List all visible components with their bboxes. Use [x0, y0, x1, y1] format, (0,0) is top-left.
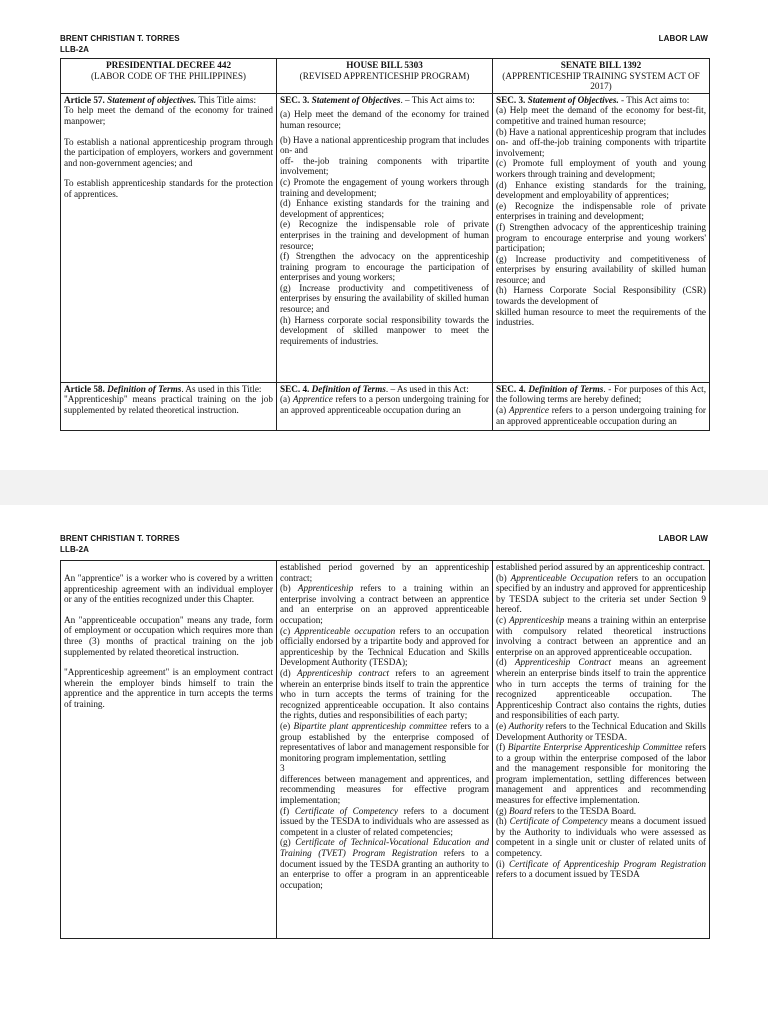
- hb5303-sec-4: SEC. 4. Definition of Terms. – As used in this Act: (a) Apprentice refers to a person undergoing training for an approved apprenticeable occupation during an: [277, 382, 493, 430]
- column-header-hb5303: HOUSE BILL 5303 (REVISED APPRENTICESHIP PROGRAM): [277, 59, 493, 94]
- course-name: LABOR LAW: [658, 534, 708, 543]
- sb1392-sec-3: SEC. 3. Statement of Objectives. - This Act aims to: (a) Help meet the demand of the economy for best-fit, competitive and trained human resource; (b) Have a national apprenticeship program that includes on- and off-the-job training components with tripartite involvement; (c) Promote full employment of youth and young workers through training and development; (d) Enhance existing standards for the training, development and employability of apprentices; (e) Recognize the indispensable role of private enterprises in training and development; (f) Strengthen advocacy of the apprenticeship training program to encourage enterprise and young workers' participation; (g) Increase productivity and competitiveness of enterprises by ensuring availability of skilled human resource; and (h) Harness Corporate Social Responsibility (CSR) towards the development of skilled human resource to meet the requirements of the industries.: [493, 93, 710, 382]
- comparison-table-page-1: [60, 58, 710, 431]
- hb5303-definitions: established period governed by an apprenticeship contract; (b) Apprenticeship refers to a training within an enterprise involving a contract between an apprentice and an enterprise on an approved apprenticeable occupation; (c) Apprenticeable occupation refers to an occupation officially endorsed by a tripartite body and approved for apprenticeship by the Technical Education and Skills Development Authority (TESDA); (d) Apprenticeship contract refers to an agreement wherein an enterprise binds itself to train the apprentice who in turn accepts the terms of training for the recognized apprenticeable occupation. It also contains the rights, duties and responsibilities of each party; (e) Bipartite plant apprenticeship committee refers to a group established by the enterprise composed of representatives of labor and management responsible for monitoring program implementation, settling 3 differences between management and apprentices, and recommending measures for effective program implementation; (f) Certificate of Competency refers to a document issued by the TESDA to individuals who are assessed as competent in a cluster of related competencies; (g) Certificate of Technical-Vocational Education and Training (TVET) Program Registration refers to a document issued by the TESDA granting an authority to an enterprise to offer a program in an apprenticeable occupation;: [277, 561, 493, 939]
- page-2: [0, 505, 768, 1024]
- pd442-article-57: Article 57. Statement of objectives. This Title aims: To help meet the demand of the economy for trained manpower; To establish a national apprenticeship program through the participation of employers, workers and government and non-government agencies; and To establish apprenticeship standards for the protection of apprentices.: [61, 93, 277, 382]
- sb1392-definitions: established period assured by an apprenticeship contract. (b) Apprenticeable Occupation refers to an occupation specified by an industry and approved for apprenticeship by TESDA subject to the criteria set under Section 9 hereof. (c) Apprenticeship means a training within an enterprise with compulsory related theoretical instructions involving a contract between an apprentice and an enterprise on an approved apprenticeable occupation. (d) Apprenticeship Contract means an agreement wherein an enterprise binds itself to train the apprentice who in turn accepts the terms of training for the recognized apprenticeable occupation. The Apprenticeship Contract also contains the rights, duties and responsibilities of each party. (e) Authority refers to the Technical Education and Skills Development Authority or TESDA. (f) Bipartite Enterprise Apprenticeship Committee refers to a group within the enterprise composed of the labor and the management responsible for monitoring the program implementation, settling differences between management and apprentices and recommending measures for effective implementation. (g) Board refers to the TESDA Board. (h) Certificate of Competency means a document issued by the Authority to individuals who were assessed as competent in a single unit or cluster of related units of competency. (i) Certificate of Apprenticeship Program Registration refers to a document issued by TESDA: [493, 561, 710, 939]
- table-row-objectives: [61, 93, 710, 382]
- author-name: BRENT CHRISTIAN T. TORRES: [60, 34, 180, 43]
- column-header-pd442: PRESIDENTIAL DECREE 442 (LABOR CODE OF THE PHILIPPINES): [61, 59, 277, 94]
- page-1: [0, 0, 768, 470]
- hb5303-sec-3: SEC. 3. Statement of Objectives. – This Act aims to: (a) Help meet the demand of the economy for trained human resource; (b) Have a national apprenticeship program that includes on- and off- the-job training components with tripartite involvement; (c) Promote the engagement of young workers through training and development; (d) Enhance existing standards for the training and development of apprentices; (e) Recognize the indispensable role of private enterprises in the training and development of human resource; (f) Strengthen the advocacy on the apprenticeship training program to encourage the participation of enterprises and young workers; (g) Increase productivity and competitiveness of enterprises by ensuring the availability of skilled human resource; and (h) Harness corporate social responsibility towards the development of skilled manpower to meet the requirements of industries.: [277, 93, 493, 382]
- class-section: LLB-2A: [60, 45, 90, 54]
- comparison-table-page-2: [60, 560, 710, 939]
- column-header-sb1392: SENATE BILL 1392 (APPRENTICESHIP TRAINING SYSTEM ACT OF 2017): [493, 59, 710, 94]
- pd442-definitions: An "apprentice" is a worker who is covered by a written apprenticeship agreement with an individual employer or any of the entities recognized under this Chapter. An "apprenticeable occupation" means any trade, form of employment or occupation which requires more than three (3) months of practical training on the job supplemented by related theoretical instruction. "Apprenticeship agreement" is an employment contract wherein the employer binds himself to train the apprentice and the apprentice in turn accepts the terms of training.: [61, 561, 277, 939]
- course-name: LABOR LAW: [658, 34, 708, 43]
- sb1392-sec-4: SEC. 4. Definition of Terms. - For purposes of this Act, the following terms are hereby defined; (a) Apprentice refers to a person undergoing training for an approved apprenticeable occupation during an: [493, 382, 710, 430]
- class-section: LLB-2A: [60, 545, 90, 554]
- table-row-definitions: [61, 382, 710, 430]
- table-header-row: [61, 59, 710, 94]
- pd442-article-58: Article 58. Definition of Terms. As used in this Title: "Apprenticeship" means practical training on the job supplemented by related theoretical instruction.: [61, 382, 277, 430]
- author-name: BRENT CHRISTIAN T. TORRES: [60, 534, 180, 543]
- table-row-definitions-cont: [61, 561, 710, 939]
